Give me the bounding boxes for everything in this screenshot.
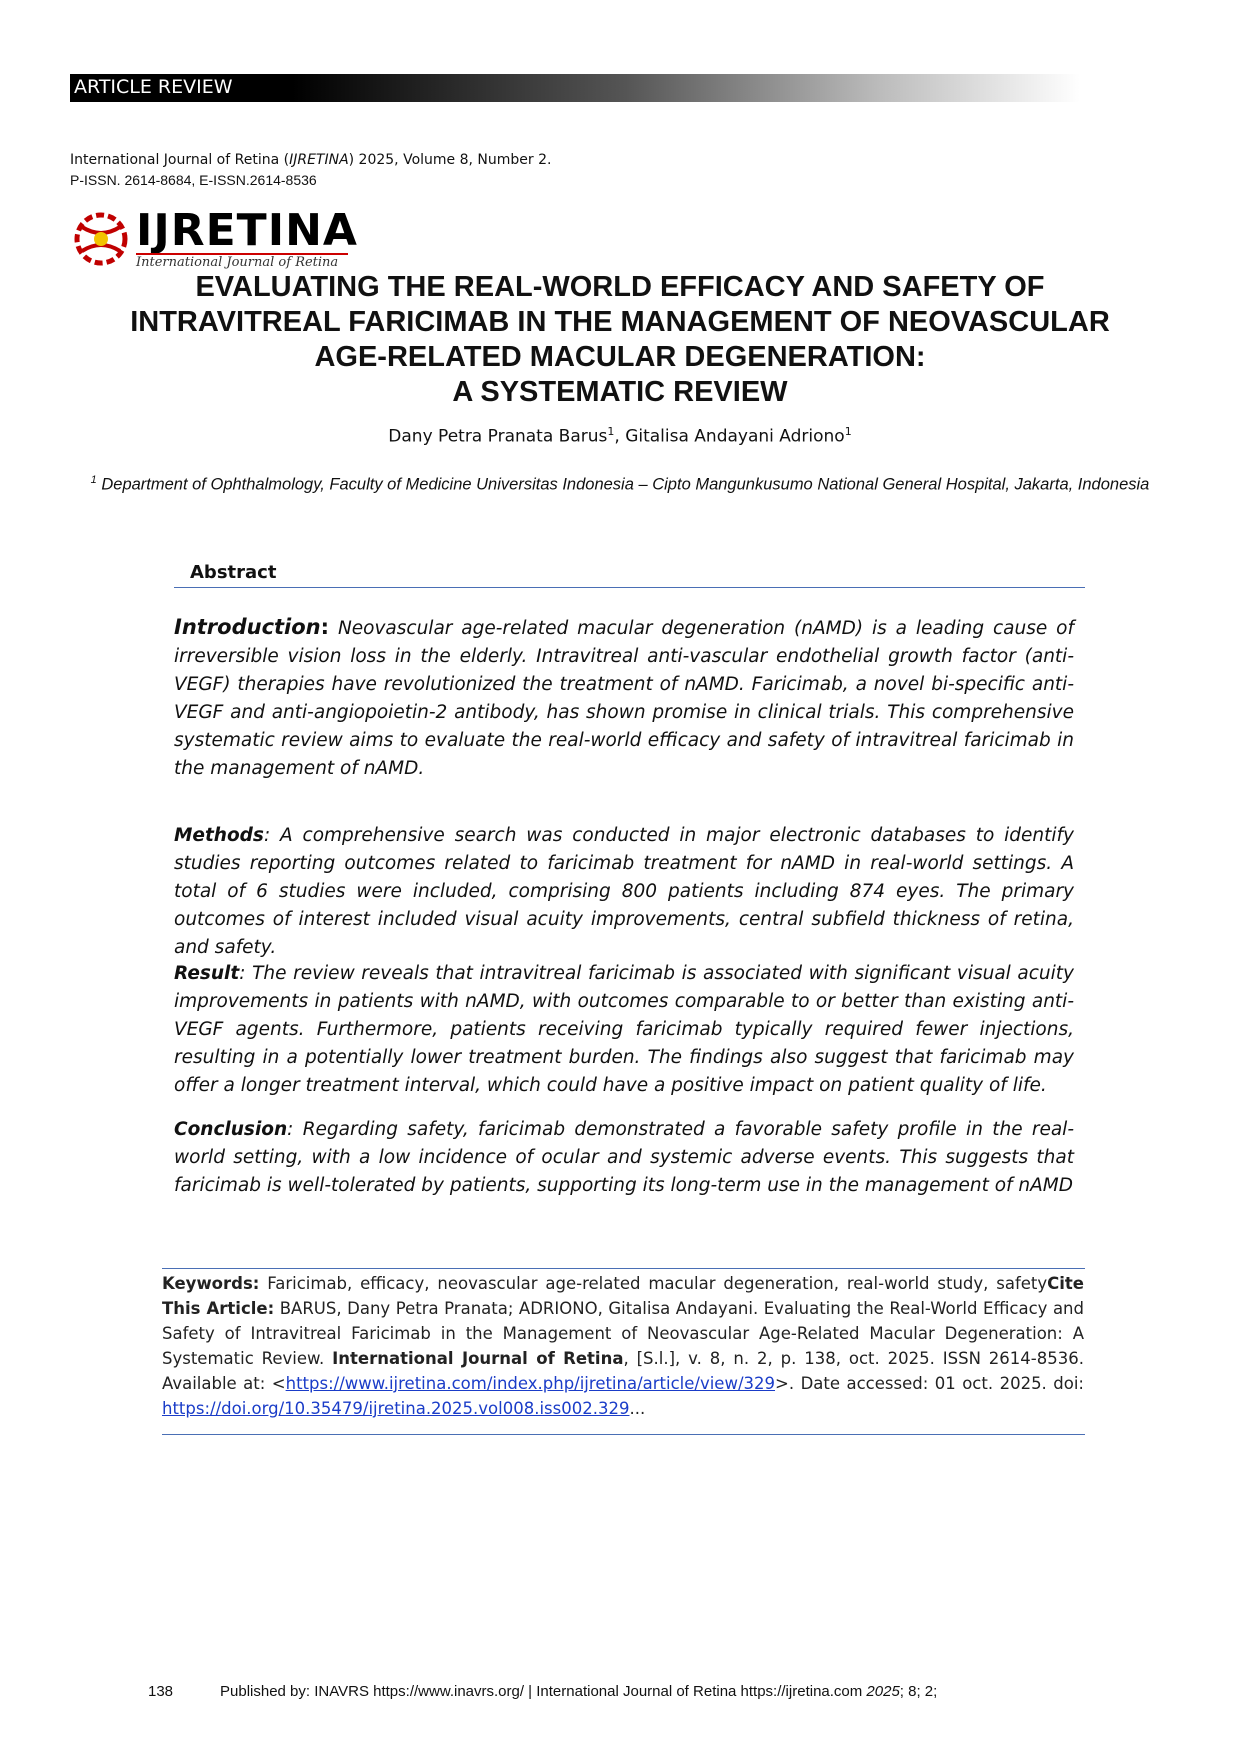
keywords-bottom-rule [162,1434,1085,1435]
abstract-introduction [174,613,1074,783]
title-line: EVALUATING THE REAL-WORLD EFFICACY AND SAFETY OF [195,271,1045,303]
author-name: Dany Petra Pranata Barus [388,426,608,447]
affil-mark: 1 [90,474,97,486]
journal-citation-line [70,152,551,168]
journal-name-text: International Journal of Retina ( [70,152,290,168]
author-affil-mark: 1 [844,425,852,438]
footer-volume-issue: ; 8; 2; [899,1683,938,1700]
title-line: A SYSTEMATIC REVIEW [452,376,788,408]
author-list [0,425,1240,447]
conclusion-label: Conclusion [174,1119,288,1140]
journal-volume-text: ) 2025, Volume 8, Number 2. [348,152,552,168]
title-line: AGE-RELATED MACULAR DEGENERATION: [314,341,926,373]
result-label: Result [174,963,240,984]
page-number: 138 [148,1683,174,1700]
cite-details: , [S.l.], v. 8, n. 2, p. 138, oct. 2025. ISSN 2614-8536. Available at: < [162,1349,1084,1393]
intro-colon: : [320,615,330,639]
cite-text: BARUS, Dany Petra Pranata; ADRIONO, Gitalisa Andayani. Evaluating the Real-World Efficacy and Safety of Intravitreal Faricimab in the Management of Neovascular Age-Related Macular Degeneration: A Systematic Review. [162,1299,1084,1368]
logo-subtitle: International Journal of Retina [136,253,348,270]
affiliation [90,470,1150,496]
title-line: INTRAVITREAL FARICIMAB IN THE MANAGEMENT OF NEOVASCULAR [130,306,1110,338]
abstract-conclusion [174,1116,1074,1200]
cite-label: Cite This Article: [162,1274,1084,1318]
keywords-label: Keywords: [162,1274,260,1293]
doi-link[interactable]: https://doi.org/10.35479/ijretina.2025.vol008.iss002.329 [162,1399,630,1418]
article-type-label: ARTICLE REVIEW [74,76,233,98]
abstract-result [174,960,1074,1100]
cite-journal-name: International Journal of Retina [332,1349,624,1368]
footer-year: 2025 [866,1683,900,1700]
logo-wordmark: IJRETINA [136,205,358,256]
article-title [70,270,1170,410]
abstract-rule [174,587,1085,588]
author-separator: , [614,426,626,447]
intro-label: Introduction [174,615,321,639]
author-name: Gitalisa Andayani Adriono [625,426,845,447]
abstract-methods [174,822,1074,962]
intro-text: Neovascular age-related macular degeneration (nAMD) is a leading cause of irreversible vision loss in the elderly. Intravitreal anti-vascular endothelial growth factor (anti-VEGF) therapies have revolutionized the treatment of nAMD. Faricimab, a novel bi-specific anti-VEGF and anti-angiopoietin-2 antibody, has shown promise in clinical trials. This comprehensive systematic review aims to evaluate the real-world efficacy and safety of intravitreal faricimab in the management of nAMD. [174,618,1074,779]
publisher-line [220,1683,937,1700]
eye-logo-icon [70,207,132,271]
accessed-text: >. Date accessed: 01 oct. 2025. doi: [775,1374,1084,1393]
issn-line: P-ISSN. 2614-8684, E-ISSN.2614-8536 [70,172,317,188]
keywords-citation-block [162,1271,1084,1421]
ellipsis: ... [629,1399,646,1418]
keywords-top-rule [162,1268,1085,1269]
article-url-link[interactable]: https://www.ijretina.com/index.php/ijretina/article/view/329 [285,1374,776,1393]
conclusion-text: : Regarding safety, faricimab demonstrated a favorable safety profile in the real-world setting, with a low incidence of ocular and systemic adverse events. This suggests that faricimab is well-tolerated by patients, supporting its long-term use in the management of nAMD [174,1119,1074,1196]
author-affil-mark: 1 [607,425,615,438]
methods-text: : A comprehensive search was conducted in major electronic databases to identify studies reporting outcomes related to faricimab treatment for nAMD in real-world settings. A total of 6 studies were included, comprising 800 patients including 874 eyes. The primary outcomes of interest included visual acuity improvements, central subfield thickness of retina, and safety. [174,825,1074,958]
methods-label: Methods [174,825,264,846]
journal-logo [70,207,360,271]
result-text: : The review reveals that intravitreal faricimab is associated with significant visual acuity improvements in patients with nAMD, with outcomes comparable to or better than existing anti-VEGF agents. Furthermore, patients receiving faricimab typically required fewer injections, resulting in a potentially lower treatment burden. The findings also suggest that faricimab may offer a longer treatment interval, which could have a positive impact on patient quality of life. [174,963,1074,1096]
article-type-banner [70,74,1080,102]
journal-abbrev: IJRETINA [289,152,349,168]
keywords-text: Faricimab, efficacy, neovascular age-related macular degeneration, real-world study, safety [259,1274,1048,1293]
abstract-heading: Abstract [190,562,277,583]
affiliation-text: Department of Ophthalmology, Faculty of Medicine Universitas Indonesia – Cipto Mangunkusumo National General Hospital, Jakarta, Indonesia [96,475,1150,494]
publisher-text: Published by: INAVRS https://www.inavrs.org/ | International Journal of Retina https://ijretina.com [220,1683,867,1700]
